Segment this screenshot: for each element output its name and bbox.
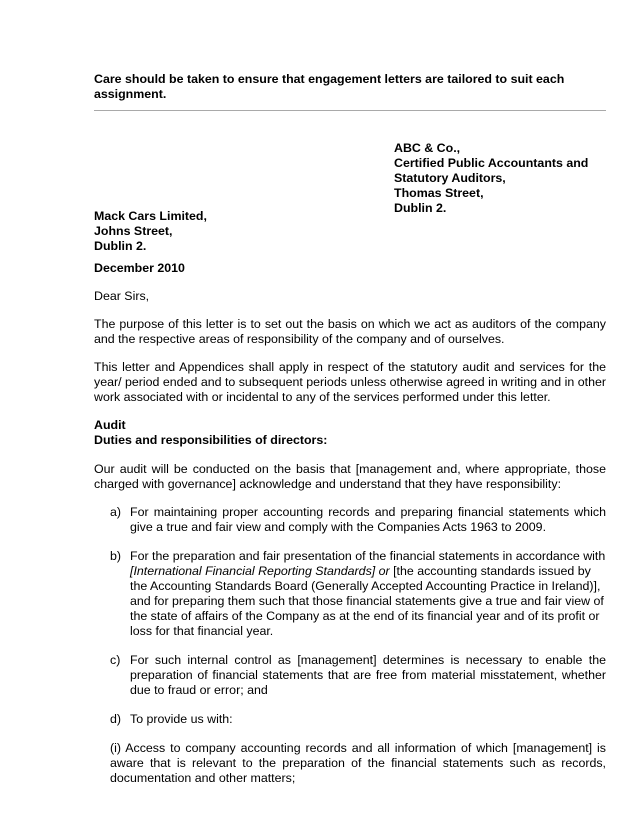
list-item-text-pre: For the preparation and fair presentation of the financial statements in accordance with <box>130 549 606 563</box>
list-marker: d) <box>110 712 122 726</box>
sender-line: Certified Public Accountants and <box>394 156 589 170</box>
section-heading-audit: Audit <box>94 418 126 432</box>
letter-date: December 2010 <box>94 261 185 275</box>
list-item-text-italic: [International Financial Reporting Standards] or <box>130 564 390 578</box>
sender-line: ABC & Co., <box>394 141 461 155</box>
sender-line: Dublin 2. <box>394 201 447 215</box>
paragraph-scope: This letter and Appendices shall apply in respect of the statutory audit and services for the year/ period ended and to subsequent periods unless otherwise agreed in writing and in other work associated with or incidental to any of the services performed under this letter. <box>94 360 606 404</box>
list-item-text <box>130 549 606 639</box>
list-item-text-post: [the accounting standards issued by the Accounting Standards Board (Generally Accepted Accounting Practice in Ireland)], and for preparing them such that those financial statements give a true and fair view of the state of affairs of the Company as at the end of its financial year and of its profit or loss for that financial year. <box>130 564 604 638</box>
paragraph-basis: Our audit will be conducted on the basis that [management and, where appropriate, those charged with governance] acknowledge and understand that they have responsibility: <box>94 462 606 491</box>
section-heading-duties: Duties and responsibilities of directors: <box>94 433 328 447</box>
list-item-text: For such internal control as [management] determines is necessary to enable the preparation of financial statements that are free from material misstatement, whether due to fraud or error; and <box>130 653 606 697</box>
recipient-line: Mack Cars Limited, <box>94 209 207 223</box>
salutation: Dear Sirs, <box>94 289 150 303</box>
sender-line: Statutory Auditors, <box>394 171 506 185</box>
recipient-line: Johns Street, <box>94 224 173 238</box>
list-item <box>110 549 606 639</box>
list-item <box>110 653 606 698</box>
paragraph-purpose: The purpose of this letter is to set out the basis on which we act as auditors of the company and the respective areas of responsibility of the company and of ourselves. <box>94 317 606 346</box>
tailoring-note: Care should be taken to ensure that engagement letters are tailored to suit each assignment. <box>94 72 565 101</box>
list-marker: a) <box>110 505 122 519</box>
list-item-text: For maintaining proper accounting records and preparing financial statements which give a true and fair view and comply with the Companies Acts 1963 to 2009. <box>130 505 606 534</box>
list-item <box>110 505 606 535</box>
recipient-line: Dublin 2. <box>94 239 147 253</box>
list-item <box>110 712 606 727</box>
list-marker: b) <box>110 549 122 563</box>
list-item-text: To provide us with: <box>130 712 233 726</box>
letter-body <box>94 261 606 799</box>
recipient-address <box>94 209 207 254</box>
sub-item-access: (i) Access to company accounting records and all information of which [management] is aware that is relevant to the preparation of the financial statements such as records, documentation and other matters; <box>110 741 606 785</box>
list-marker: c) <box>110 653 121 667</box>
sender-line: Thomas Street, <box>394 186 484 200</box>
divider <box>94 110 606 111</box>
responsibility-list <box>94 505 606 727</box>
sender-address <box>394 141 588 216</box>
